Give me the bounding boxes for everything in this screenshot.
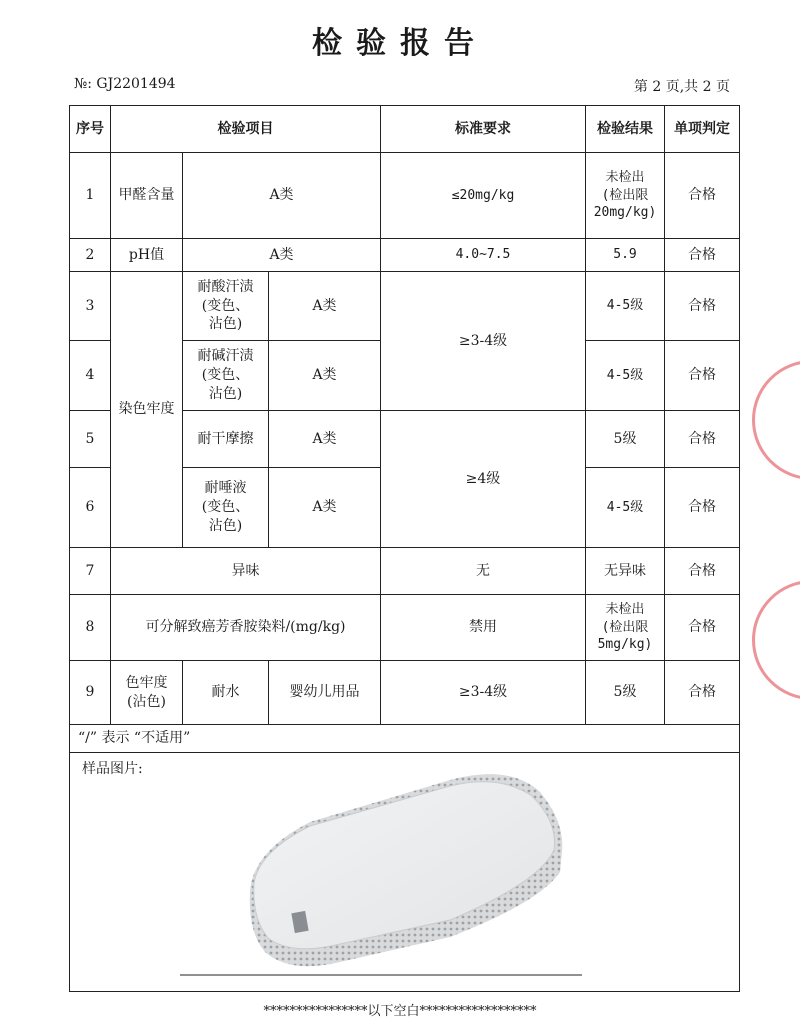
row6-judgement: 合格 [664,467,740,548]
row8-judgement: 合格 [664,594,740,661]
end-of-report-marker: ****************以下空白****************** [263,1004,537,1019]
note-row: “/” 表示 “不适用” [69,724,740,753]
row9-judgement: 合格 [664,660,740,725]
row2-judgement: 合格 [664,238,740,272]
page-info: 第 2 页,共 2 页 [633,79,730,95]
row1-judgement: 合格 [664,152,740,239]
row6-category: A类 [268,467,381,548]
row7-item: 异味 [110,547,381,595]
row7-seq: 7 [69,547,111,595]
row6-result: 4-5级 [585,467,665,548]
header-seq: 序号 [69,105,111,153]
report-number: №: GJ2201494 [74,76,176,92]
row9-result: 5级 [585,660,665,725]
row2-item: pH值 [110,238,183,272]
row9-category: 婴幼儿用品 [268,660,381,725]
row3-judgement: 合格 [664,271,740,341]
row5-seq: 5 [69,410,111,468]
row4-result: 4-5级 [585,340,665,411]
row9-subitem: 耐水 [182,660,269,725]
row6-seq: 6 [69,467,111,548]
row2-result: 5.9 [585,238,665,272]
seal-stamp [752,580,800,700]
row1-seq: 1 [69,152,111,239]
row1-result: 未检出 (检出限 20mg/kg) [585,152,665,239]
pillow-image [70,752,741,992]
row3-category: A类 [268,271,381,341]
row5-result: 5级 [585,410,665,468]
row5-subitem: 耐干摩擦 [182,410,269,468]
row9-item: 色牢度 (沾色) [110,660,183,725]
seal-stamp [752,360,800,480]
row1-item: 甲醛含量 [110,152,183,239]
row4-category: A类 [268,340,381,411]
header-result: 检验结果 [585,105,665,153]
row9-standard: ≥3-4级 [380,660,586,725]
row1-category: A类 [182,152,381,239]
header-judgement: 单项判定 [664,105,740,153]
row9-seq: 9 [69,660,111,725]
row2-category: A类 [182,238,381,272]
row6-subitem: 耐唾液 (变色、 沾色) [182,467,269,548]
header-item: 检验项目 [110,105,381,153]
row3-seq: 3 [69,271,111,341]
row4-judgement: 合格 [664,340,740,411]
row1-standard: ≤20mg/kg [380,152,586,239]
row8-standard: 禁用 [380,594,586,661]
row5-judgement: 合格 [664,410,740,468]
row7-judgement: 合格 [664,547,740,595]
row8-result: 未检出 (检出限 5mg/kg) [585,594,665,661]
dye-fastness-group: 染色牢度 [110,271,183,548]
row5-category: A类 [268,410,381,468]
std-rows-5-6: ≥4级 [380,410,586,548]
header-standard: 标准要求 [380,105,586,153]
row8-item: 可分解致癌芳香胺染料/(mg/kg) [110,594,381,661]
row4-seq: 4 [69,340,111,411]
row3-subitem: 耐酸汗渍 (变色、 沾色) [182,271,269,341]
row4-subitem: 耐碱汗渍 (变色、 沾色) [182,340,269,411]
row2-standard: 4.0~7.5 [380,238,586,272]
sample-photo-section [69,752,740,992]
row7-result: 无异味 [585,547,665,595]
sample-photo-label: 样品图片: [82,761,143,777]
row2-seq: 2 [69,238,111,272]
report-title: 检验报告 [312,26,488,61]
row7-standard: 无 [380,547,586,595]
std-rows-3-4: ≥3-4级 [380,271,586,411]
row8-seq: 8 [69,594,111,661]
row3-result: 4-5级 [585,271,665,341]
